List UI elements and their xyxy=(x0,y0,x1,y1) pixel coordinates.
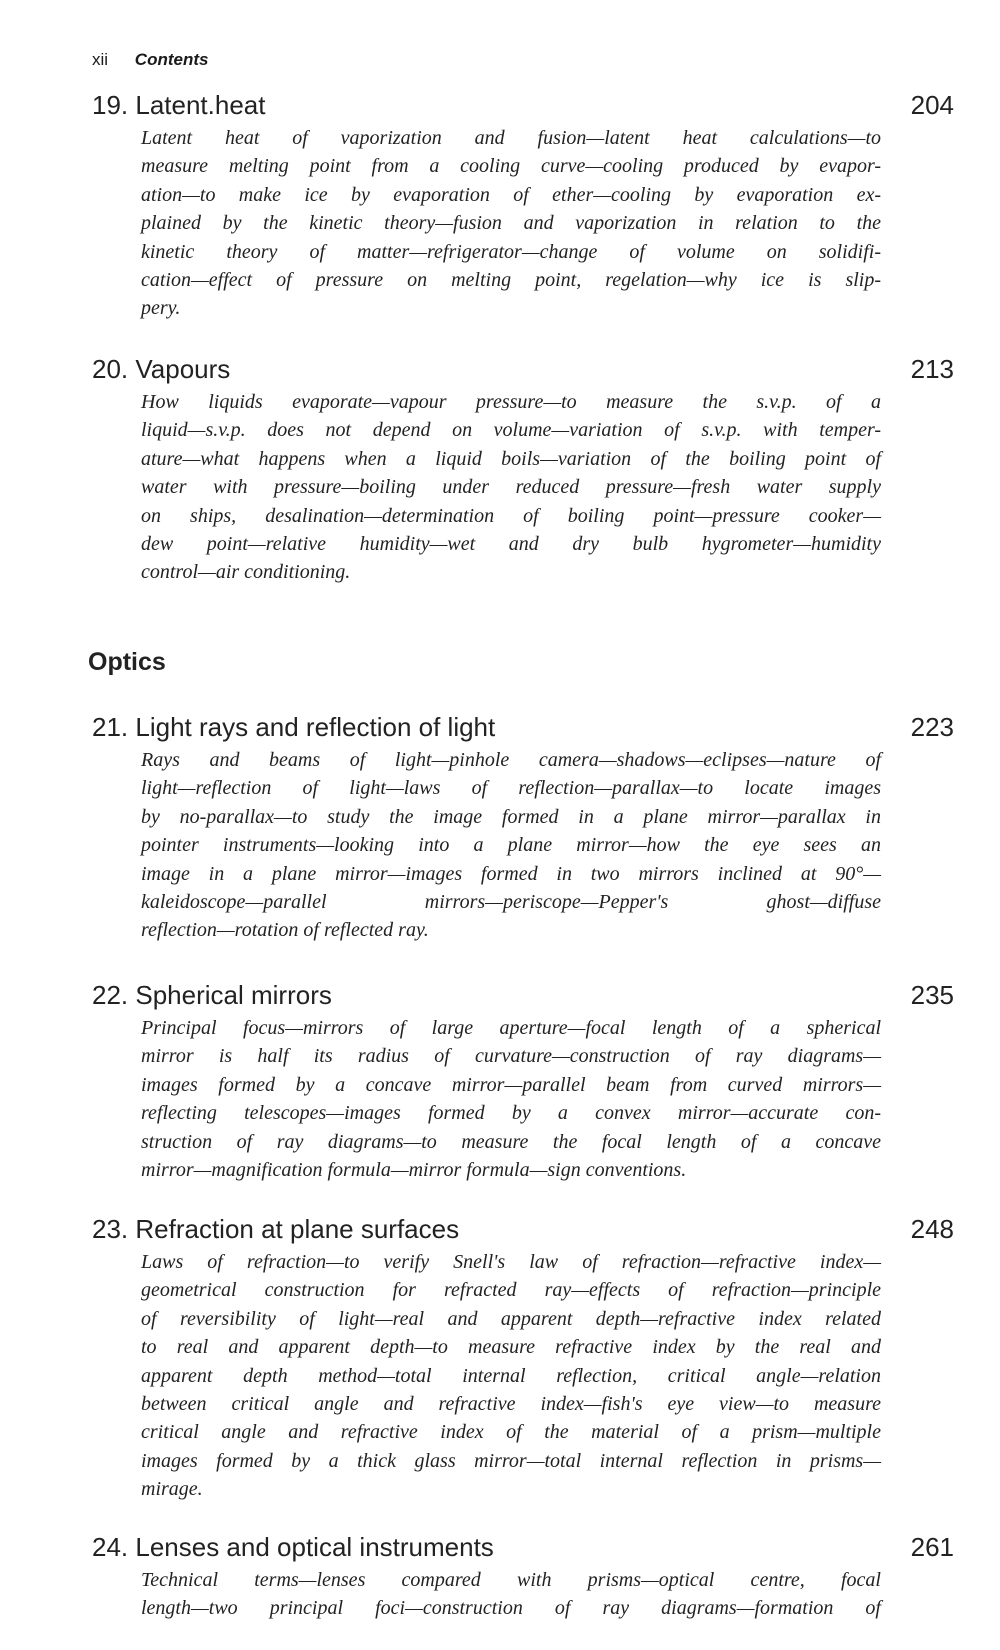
toc-entry-heading xyxy=(92,1214,954,1248)
chapter-title: 21. Light rays and reflection of light xyxy=(92,712,496,742)
summary-line: images formed by a concave mirror—parallel beam from curved mirrors— xyxy=(141,1073,881,1096)
summary-line: light—reflection of light—laws of reflection—parallax—to locate images xyxy=(141,777,881,800)
toc-entry xyxy=(92,1214,954,1504)
running-title: Contents xyxy=(134,50,209,69)
chapter-summary xyxy=(141,388,881,587)
toc-entry-heading xyxy=(92,980,954,1014)
summary-line: mirage. xyxy=(141,1478,203,1501)
toc-entry-heading xyxy=(92,1532,954,1566)
summary-line: plained by the kinetic theory—fusion and vaporization in relation to the xyxy=(141,212,881,235)
summary-line: geometrical construction for refracted ray—effects of refraction—principle xyxy=(141,1279,881,1302)
toc-entry xyxy=(92,980,954,1184)
summary-line: measure melting point from a cooling curve—cooling produced by evapor- xyxy=(141,155,881,178)
summary-line: Laws of refraction—to verify Snell's law of refraction—refractive index— xyxy=(141,1251,881,1273)
summary-line: mirror—magnification formula—mirror formula—sign conventions. xyxy=(141,1158,687,1181)
summary-line: cation—effect of pressure on melting point, regelation—why ice is slip- xyxy=(141,268,881,291)
page-number: xii xyxy=(92,50,109,69)
summary-line: water with pressure—boiling under reduced pressure—fresh water supply xyxy=(141,476,881,499)
toc-entry-heading xyxy=(92,712,954,746)
summary-line: liquid—s.v.p. does not depend on volume—variation of s.v.p. with temper- xyxy=(141,419,881,442)
summary-line: pery. xyxy=(141,297,181,320)
summary-line: Rays and beams of light—pinhole camera—shadows—eclipses—nature of xyxy=(141,749,881,771)
summary-line: dew point—relative humidity—wet and dry bulb hygrometer—humidity xyxy=(141,532,881,555)
summary-line: on ships, desalination—determination of boiling point—pressure cooker— xyxy=(141,504,881,527)
chapter-title: 24. Lenses and optical instruments xyxy=(92,1532,494,1562)
toc-entry xyxy=(92,1532,954,1623)
summary-line: ature—what happens when a liquid boils—variation of the boiling point of xyxy=(141,447,881,470)
summary-line: reflecting telescopes—images formed by a convex mirror—accurate con- xyxy=(141,1102,881,1125)
summary-line: to real and apparent depth—to measure refractive index by the real and xyxy=(141,1336,881,1359)
chapter-summary xyxy=(141,124,881,323)
chapter-page-number: 204 xyxy=(910,90,954,120)
summary-line: pointer instruments—looking into a plane mirror—how the eye sees an xyxy=(141,834,881,857)
section-heading-optics: Optics xyxy=(88,648,166,676)
chapter-title: 20. Vapours xyxy=(92,354,231,384)
summary-line: of reversibility of light—real and apparent depth—refractive index related xyxy=(141,1307,881,1330)
chapter-summary xyxy=(141,1248,881,1504)
summary-line: images formed by a thick glass mirror—total internal reflection in prisms— xyxy=(141,1449,881,1472)
running-head xyxy=(92,50,208,70)
summary-line: image in a plane mirror—images formed in two mirrors inclined at 90°— xyxy=(141,862,881,885)
summary-line: Technical terms—lenses compared with prisms—optical centre, focal xyxy=(141,1569,881,1591)
summary-line: by no-parallax—to study the image formed in a plane mirror—parallax in xyxy=(141,805,881,828)
summary-line: struction of ray diagrams—to measure the focal length of a concave xyxy=(141,1130,881,1153)
summary-line: critical angle and refractive index of the material of a prism—multiple xyxy=(141,1421,881,1444)
summary-line: control—air conditioning. xyxy=(141,561,351,584)
summary-line: How liquids evaporate—vapour pressure—to measure the s.v.p. of a xyxy=(141,391,881,413)
chapter-summary xyxy=(141,1014,881,1184)
summary-line: length—two principal foci—construction of ray diagrams—formation of xyxy=(141,1597,881,1620)
chapter-page-number: 261 xyxy=(910,1532,954,1562)
chapter-summary xyxy=(141,1566,881,1623)
toc-entry-heading xyxy=(92,90,954,124)
summary-line: kaleidoscope—parallel mirrors—periscope—Pepper's ghost—diffuse xyxy=(141,890,881,913)
summary-line: reflection—rotation of reflected ray. xyxy=(141,919,429,942)
toc-entry xyxy=(92,90,954,323)
chapter-page-number: 235 xyxy=(910,980,954,1010)
toc-entry xyxy=(92,354,954,587)
chapter-title: 22. Spherical mirrors xyxy=(92,980,332,1010)
summary-line: between critical angle and refractive index—fish's eye view—to measure xyxy=(141,1392,881,1415)
summary-line: Latent heat of vaporization and fusion—latent heat calculations—to xyxy=(141,127,881,149)
chapter-page-number: 213 xyxy=(910,354,954,384)
chapter-page-number: 248 xyxy=(910,1214,954,1244)
toc-entry-heading xyxy=(92,354,954,388)
chapter-title: 19. Latent.heat xyxy=(92,90,266,120)
summary-line: Principal focus—mirrors of large aperture—focal length of a spherical xyxy=(141,1017,881,1039)
summary-line: ation—to make ice by evaporation of ether—cooling by evaporation ex- xyxy=(141,183,881,206)
summary-line: mirror is half its radius of curvature—construction of ray diagrams— xyxy=(141,1045,881,1068)
summary-line: kinetic theory of matter—refrigerator—change of volume on solidifi- xyxy=(141,240,881,263)
chapter-page-number: 223 xyxy=(910,712,954,742)
chapter-summary xyxy=(141,746,881,945)
toc-entry xyxy=(92,712,954,945)
chapter-title: 23. Refraction at plane surfaces xyxy=(92,1214,460,1244)
summary-line: apparent depth method—total internal reflection, critical angle—relation xyxy=(141,1364,881,1387)
